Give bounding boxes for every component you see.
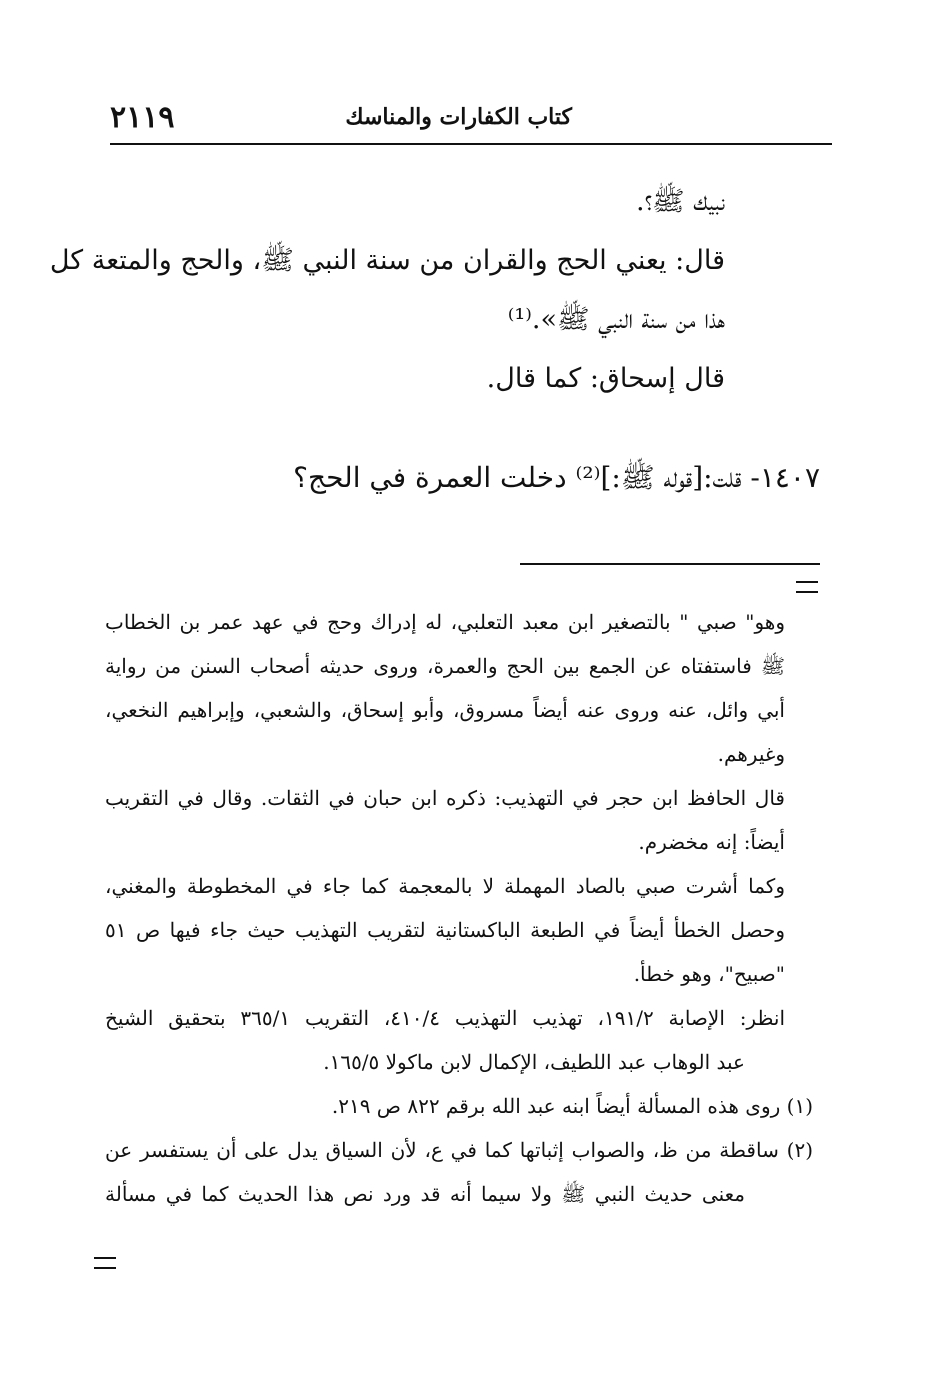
text-line: قال: يعني الحج والقران من سنة النبي ﷺ، والحج والمتعة كل [49, 245, 725, 276]
footnote-line: ﷺ فاستفتاه عن الجمع بين الحج والعمرة، وروى حديثه أصحاب السنن من رواية [105, 654, 785, 678]
page-number: ٢١١٩ [110, 99, 175, 135]
footnote-line: وحصل الخطأ أيضاً في الطبعة الباكستانية لتقريب التهذيب حيث جاء فيها ص ٥١ [105, 918, 785, 942]
page-header [110, 92, 832, 142]
running-title: كتاب الكفارات والمناسك [345, 104, 572, 130]
text-line: نبيك ﷺ؟. [635, 186, 725, 217]
footnote-line: وغيرهم. [717, 742, 785, 766]
footnote-line: وهو" صبي " بالتصغير ابن معبد التعلبي، له إدراك وحج في عهد عمر بن الخطاب [105, 610, 785, 634]
continuation-mark [796, 581, 818, 593]
footnote-line: وكما أشرت صبي بالصاد المهملة لا بالمعجمة كما جاء في المخطوطة والمغني، [105, 874, 785, 898]
footnote-line: أيضاً: إنه مخضرم. [638, 830, 785, 854]
header-rule [110, 143, 832, 145]
footnote-line: عبد الوهاب عبد اللطيف، الإكمال لابن ماكولا ١٦٥/٥. [323, 1050, 745, 1074]
question-heading: ١٤٠٧- قلت:[قوله ﷺ:]⁽²⁾ دخلت العمرة في الحج؟ [293, 461, 820, 494]
footnote-line: "صبيح"، وهو خطأ. [633, 962, 785, 986]
footnote-line: أبي وائل، عنه وروى عنه أيضاً مسروق، وأبو إسحاق، والشعبي، وإبراهيم النخعي، [105, 698, 785, 722]
footnote-separator [520, 563, 820, 565]
text-line: قال إسحاق: كما قال. [486, 363, 725, 394]
text-line: هذا من سنة النبي ﷺ».⁽¹⁾ [507, 304, 725, 335]
continuation-mark [94, 1257, 116, 1269]
footnote-line: قال الحافظ ابن حجر في التهذيب: ذكره ابن حبان في الثقات. وقال في التقريب [105, 786, 785, 810]
footnote-2-continuation: معنى حديث النبي ﷺ ولا سيما أنه قد ورد نص هذا الحديث كما في مسألة [105, 1182, 745, 1206]
main-text [49, 172, 725, 408]
footnote-1: (١) روى هذه المسألة أيضاً ابنه عبد الله برقم ٨٢٢ ص ٢١٩. [331, 1094, 813, 1118]
footnote-2: (٢) ساقطة من ظ، والصواب إثباتها كما في ع، لأن السياق يدل على أن يستفسر عن [105, 1138, 813, 1162]
footnote-line: انظر: الإصابة ١٩١/٢، تهذيب التهذيب ٤١٠/٤، التقريب ٣٦٥/١ بتحقيق الشيخ [105, 1006, 785, 1030]
footnotes [105, 600, 813, 1216]
